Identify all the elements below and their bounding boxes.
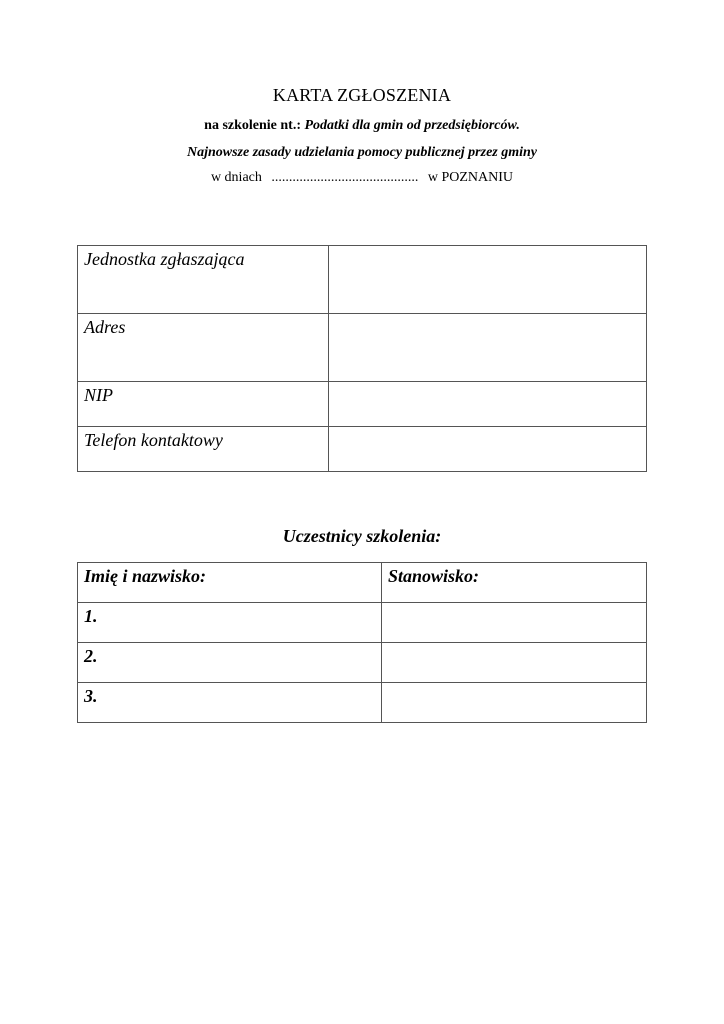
- participant-position-field[interactable]: [382, 643, 647, 683]
- table-row: [78, 246, 647, 314]
- participants-heading: Uczestnicy szkolenia:: [282, 526, 442, 546]
- table-row: [78, 427, 647, 472]
- participant-name-field[interactable]: 2.: [78, 643, 382, 683]
- applicant-unit-label: Jednostka zgłaszająca: [78, 246, 329, 314]
- form-header: [0, 84, 724, 187]
- address-field[interactable]: [329, 314, 647, 382]
- table-row: [78, 382, 647, 427]
- applicant-table: [77, 245, 647, 472]
- participant-name-field[interactable]: 1.: [78, 603, 382, 643]
- table-header-row: [78, 563, 647, 603]
- participant-name-field[interactable]: 3.: [78, 683, 382, 723]
- topic-prefix: na szkolenie nt.:: [204, 118, 301, 133]
- table-row: [78, 603, 647, 643]
- address-label: Adres: [78, 314, 329, 382]
- phone-field[interactable]: [329, 427, 647, 472]
- nip-field[interactable]: [329, 382, 647, 427]
- table-row: [78, 314, 647, 382]
- nip-label: NIP: [78, 382, 329, 427]
- training-subtitle: Najnowsze zasady udzielania pomocy publicznej przez gminy: [186, 145, 538, 160]
- column-header-name: Imię i nazwisko:: [78, 563, 382, 603]
- location-label: w POZNANIU: [427, 170, 514, 185]
- table-row: [78, 683, 647, 723]
- participant-position-field[interactable]: [382, 683, 647, 723]
- form-title: KARTA ZGŁOSZENIA: [272, 85, 452, 105]
- participant-position-field[interactable]: [382, 603, 647, 643]
- topic-title: Podatki dla gmin od przedsiębiorców.: [304, 118, 520, 133]
- column-header-position: Stanowisko:: [382, 563, 647, 603]
- dates-prefix: w dniach: [210, 170, 262, 185]
- participants-table: [77, 562, 647, 723]
- dates-line: [0, 169, 724, 187]
- phone-label: Telefon kontaktowy: [78, 427, 329, 472]
- applicant-unit-field[interactable]: [329, 246, 647, 314]
- dates-placeholder[interactable]: ..........................................: [271, 170, 419, 185]
- training-topic-line: [0, 117, 724, 135]
- table-row: [78, 643, 647, 683]
